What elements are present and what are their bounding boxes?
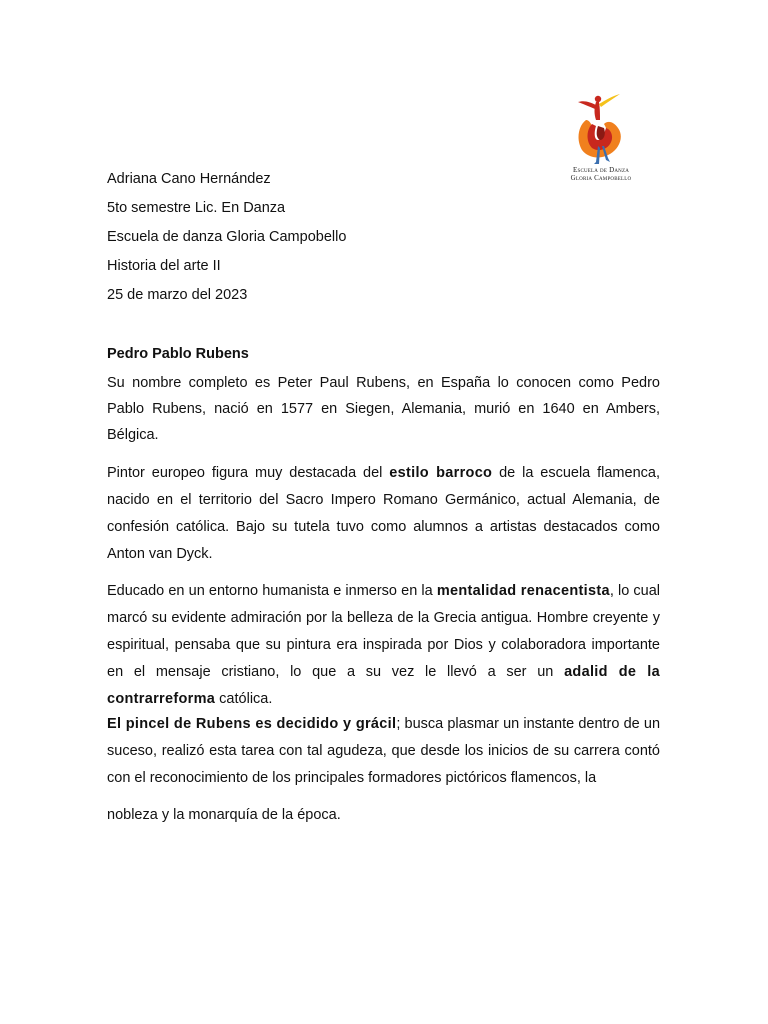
paragraph-3 [107, 578, 660, 713]
logo-line-1: Escuela de Danza [572, 166, 630, 174]
dancer-logo-icon [568, 90, 628, 166]
course-name: Historia del arte II [107, 258, 221, 274]
school-name: Escuela de danza Gloria Campobello [107, 229, 347, 245]
paragraph-1 [107, 370, 660, 448]
document-header [107, 168, 346, 313]
school-logo [562, 90, 640, 185]
paragraph-4 [107, 711, 660, 829]
paragraph-1-text: Su nombre completo es Peter Paul Rubens, en España lo conocen como Pedro Pablo Rubens, nació en 1577 en Siegen, Alemania, murió en 1640 en Ambers, Bélgica. [107, 375, 660, 443]
paragraph-2-text-c: de la escuela flamenca, nacido en el territorio del Sacro Impero Romano Germánico, actual Alemania, de confesión católica. Bajo su tutela tuvo como alumnos a artistas destacados como Anton van Dyck. [107, 465, 660, 562]
author-name: Adriana Cano Hernández [107, 171, 271, 187]
paragraph-4-bold: El pincel de Rubens es decidido y grácil [107, 716, 397, 732]
paragraph-3-bold-2: adalid de la contrarreforma [107, 664, 660, 707]
paragraph-2-bold: estilo barroco [389, 465, 493, 481]
paragraph-3-text-e: católica. [215, 691, 273, 707]
document-title: Pedro Pablo Rubens [107, 346, 249, 362]
paragraph-2-text-a: Pintor europeo figura muy destacada del [107, 465, 390, 481]
paragraph-4-last-line: nobleza y la monarquía de la época. [107, 807, 341, 823]
semester-line: 5to semestre Lic. En Danza [107, 200, 286, 216]
paragraph-3-text-c: , lo cual marcó su evidente admiración por la belleza de la Grecia antigua. Hombre creyente y espiritual, pensaba que su pintura era inspirada por Dios y colaboradora importante en el mensaje cristiano, lo que a su vez le llevó a ser un [107, 583, 661, 680]
logo-caption [562, 166, 640, 182]
paragraph-3-bold-1: mentalidad renacentista [436, 583, 610, 599]
document-date: 25 de marzo del 2023 [107, 287, 248, 303]
paragraph-4-text-b: ; busca plasmar un instante dentro de un suceso, realizó esta tarea con tal agudeza, que desde los inicios de su carrera contó con el reconocimiento de los principales formadores pictóricos flamencos, la [107, 716, 661, 786]
paragraph-2 [107, 460, 660, 568]
logo-line-2: Gloria Campobello [570, 174, 632, 182]
paragraph-3-text-a: Educado en un entorno humanista e inmerso en la [107, 583, 437, 599]
